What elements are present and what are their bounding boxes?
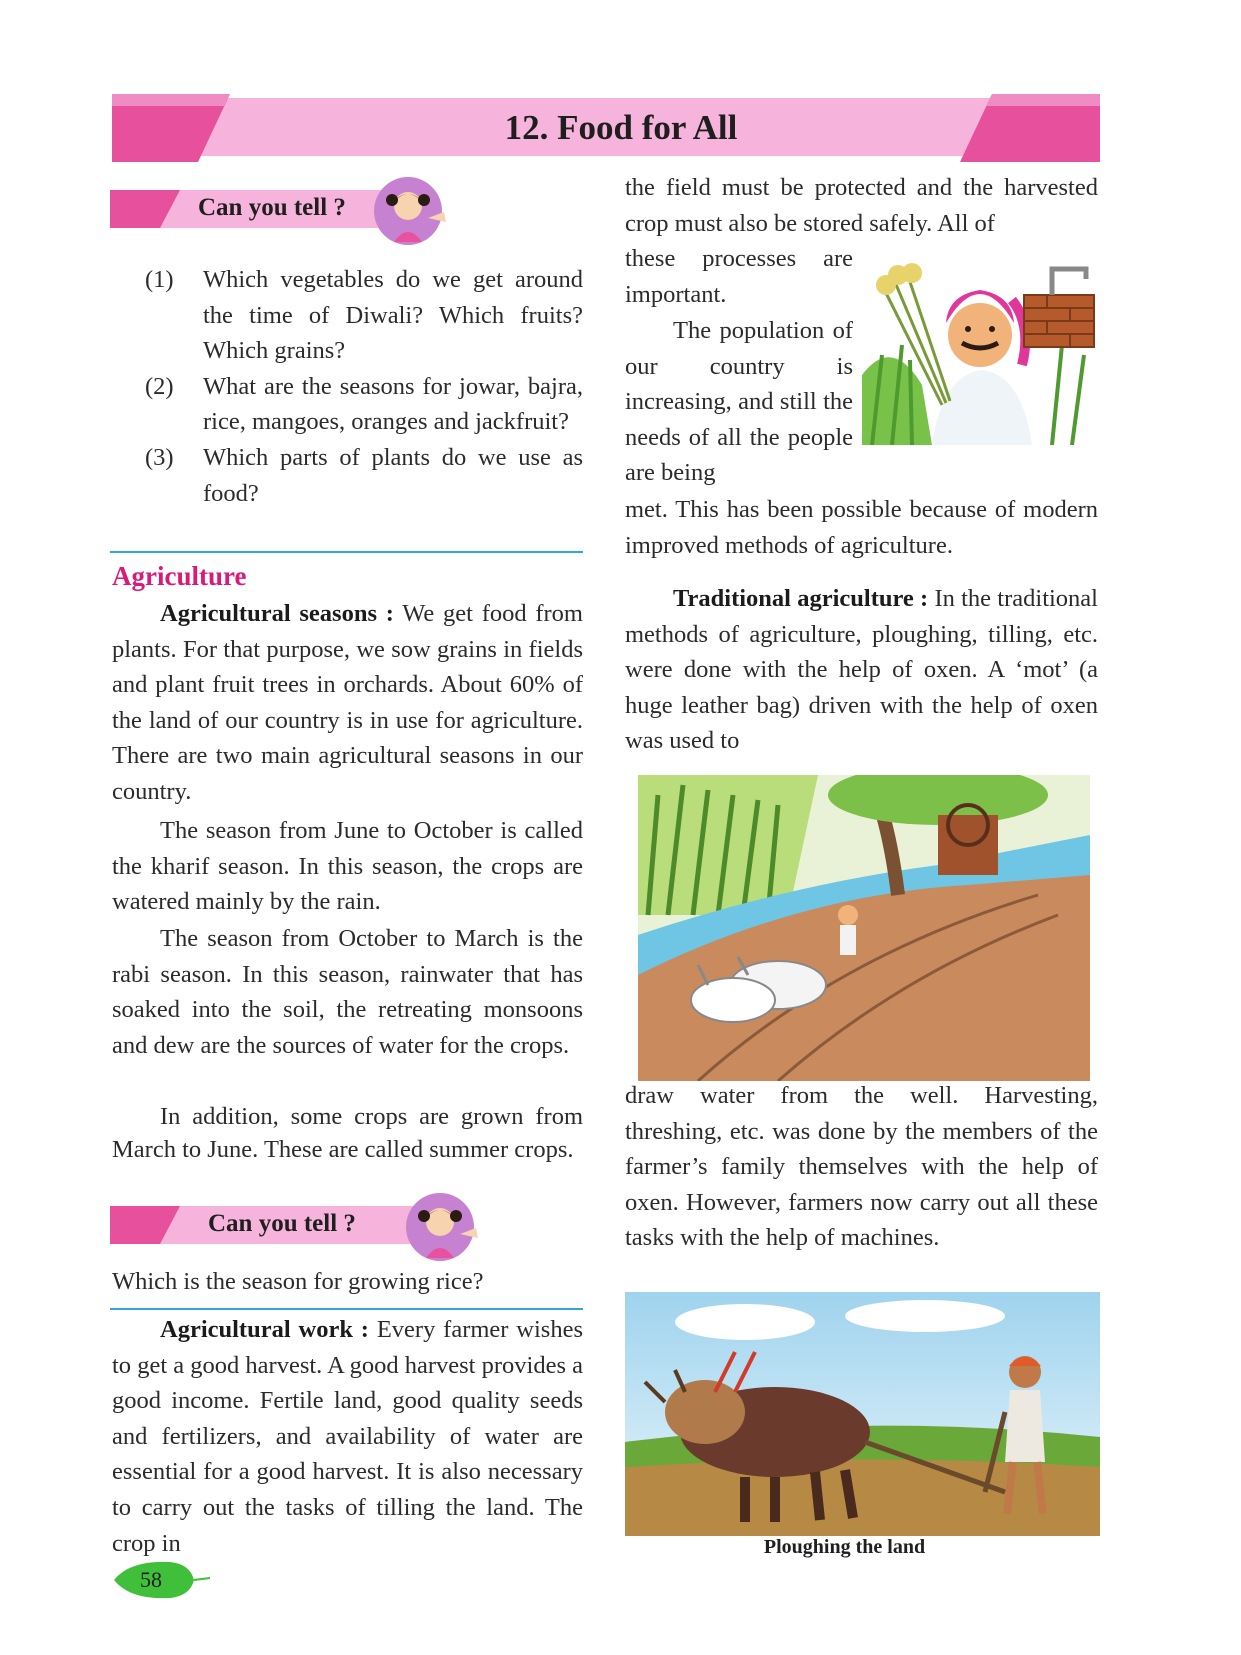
ploughing-caption: Ploughing the land: [763, 1536, 926, 1558]
oxen-drawing-water-mot-icon: [638, 775, 1090, 1081]
girl-avatar-icon: [372, 176, 452, 246]
can-you-tell-label-2: [110, 1192, 510, 1256]
rice-season-question: Which is the season for growing rice?: [112, 1268, 484, 1295]
processes-paragraph: these processes are important.: [625, 245, 853, 308]
list-item: (2) What are the seasons for jowar, bajra, rice, mangoes, oranges and jackfruit?: [145, 372, 583, 436]
question-list: [145, 262, 583, 511]
can-you-tell-text: Can you tell ?: [208, 1210, 356, 1237]
can-you-tell-label: [110, 176, 460, 240]
continuation-paragraph: the field must be protected and the harvested crop must also be stored safely. All of: [625, 174, 1098, 237]
traditional-agriculture-continued: draw water from the well. Harvesting, threshing, etc. was done by the members of the farmer’s family themselves with the help of oxen. However, farmers now carry out all these tasks with the help of machines.: [625, 1082, 1098, 1252]
agricultural-work-paragraph: Agricultural work : Every farmer wishes to get a good harvest. A good harvest provides a good income. Fertile land, good quality seeds and fertilizers, and availability of water are essential for a good harvest. It is also necessary to carry out the tasks of tilling the land. The crop in: [112, 1316, 584, 1557]
page-number: 58: [140, 1567, 162, 1592]
farmer-ploughing-with-oxen-icon: [625, 1292, 1100, 1536]
section-divider: [110, 1308, 583, 1310]
chapter-banner: [112, 92, 1100, 164]
population-paragraph-end: met. This has been possible because of modern improved methods of agriculture.: [625, 496, 1098, 559]
girl-avatar-icon: [404, 1192, 484, 1262]
kharif-paragraph: The season from June to October is called the kharif season. In this season, the crops are watered mainly by the rain.: [112, 817, 583, 916]
farmer-with-crops-icon: [862, 245, 1098, 445]
page-number-badge: [110, 1560, 210, 1600]
population-paragraph: The population of our country is increasing, and still the needs of all the people are being: [625, 317, 853, 487]
rabi-paragraph: The season from October to March is the rabi season. In this season, rainwater that has soaked into the soil, the retreating monsoons and dew are the sources of water for the crops.: [112, 925, 583, 1059]
agriculture-heading: Agriculture: [112, 561, 247, 591]
can-you-tell-text: Can you tell ?: [198, 194, 346, 221]
summer-crops-paragraph: In addition, some crops are grown from March to June. These are called summer crops.: [112, 1103, 583, 1163]
section-divider: [110, 551, 583, 553]
traditional-agriculture-paragraph: Traditional agriculture : In the traditional methods of agriculture, ploughing, tilling, etc. were done with the help of oxen. A ‘mot’ (a huge leather bag) driven with the help of oxen was used to: [625, 585, 1098, 755]
list-item: (1) Which vegetables do we get around the time of Diwali? Which fruits? Which grains?: [145, 266, 583, 365]
chapter-title: 12. Food for All: [504, 108, 738, 147]
list-item: (3) Which parts of plants do we use as food?: [145, 443, 583, 507]
agricultural-seasons-paragraph: Agricultural seasons : We get food from plants. For that purpose, we sow grains in fields and plant fruit trees in orchards. About 60% of the land of our country is in use for agriculture. There are two main agricultural seasons in our country.: [112, 600, 583, 805]
